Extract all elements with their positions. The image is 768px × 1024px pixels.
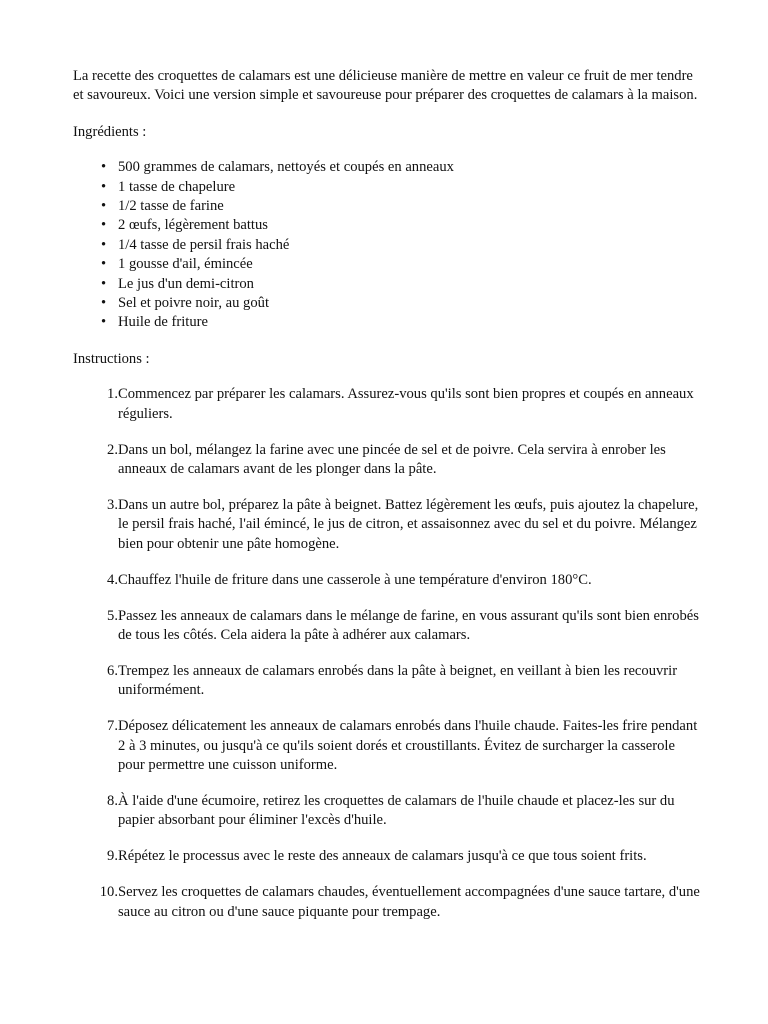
- step-number: 2.: [107, 441, 118, 458]
- intro-paragraph: La recette des croquettes de calamars est une délicieuse manière de mettre en valeur ce fruit de mer tendre et savoureux. Voici une version simple et savoureuse pour préparer des croquettes de calamars à la maison.: [73, 68, 698, 104]
- step-text: Servez les croquettes de calamars chaudes, éventuellement accompagnées d'une sauce tartare, d'une sauce au citron ou d'une sauce piquante pour trempage.: [118, 884, 700, 920]
- bullet-icon: •: [101, 314, 107, 331]
- step-item: [73, 571, 703, 590]
- ingredients-heading: Ingrédients :: [73, 123, 147, 140]
- step-item: [73, 607, 703, 646]
- step-number: 1.: [107, 386, 118, 403]
- bullet-icon: •: [101, 159, 107, 176]
- step-number: 7.: [107, 718, 118, 735]
- step-text: Dans un autre bol, préparez la pâte à beignet. Battez légèrement les œufs, puis ajoutez la chapelure, le persil frais haché, l'ail émincé, le jus de citron, et assaisonnez avec du sel et du poivre. Mélangez bien pour obtenir une pâte homogène.: [118, 496, 699, 552]
- ingredient-text: 500 grammes de calamars, nettoyés et coupés en anneaux: [118, 159, 454, 176]
- step-number: 5.: [107, 607, 118, 624]
- list-item: [73, 255, 703, 274]
- step-item: [73, 792, 703, 831]
- step-number: 10.: [99, 884, 118, 901]
- document-page: [73, 67, 703, 938]
- step-number: 3.: [107, 496, 118, 513]
- bullet-icon: •: [101, 236, 107, 253]
- ingredient-text: 2 œufs, légèrement battus: [118, 217, 268, 234]
- step-item: [73, 717, 703, 775]
- list-item: [73, 178, 703, 197]
- step-item: [73, 662, 703, 701]
- list-item: [73, 236, 703, 255]
- step-text: Commencez par préparer les calamars. Assurez-vous qu'ils sont bien propres et coupés en anneaux réguliers.: [118, 386, 694, 422]
- ingredient-text: 1 tasse de chapelure: [118, 178, 236, 195]
- instructions-heading: Instructions :: [73, 350, 150, 367]
- list-item: [73, 158, 703, 177]
- bullet-icon: •: [101, 178, 107, 195]
- step-text: À l'aide d'une écumoire, retirez les croquettes de calamars de l'huile chaude et placez-les sur du papier absorbant pour éliminer l'excès d'huile.: [118, 792, 675, 829]
- bullet-icon: •: [101, 217, 107, 234]
- instructions-list: [73, 385, 703, 922]
- step-item: [73, 883, 703, 922]
- bullet-icon: •: [101, 275, 107, 292]
- ingredients-list: [73, 158, 703, 333]
- step-item: [73, 385, 703, 424]
- bullet-icon: •: [101, 295, 107, 312]
- step-item: [73, 496, 703, 554]
- step-number: 8.: [107, 792, 118, 809]
- step-item: [73, 847, 703, 866]
- step-item: [73, 441, 703, 480]
- ingredient-text: Huile de friture: [118, 314, 208, 331]
- step-text: Dans un bol, mélangez la farine avec une pincée de sel et de poivre. Cela servira à enrober les anneaux de calamars avant de les plonger dans la pâte.: [118, 441, 666, 477]
- step-number: 4.: [107, 571, 118, 588]
- ingredient-text: 1/4 tasse de persil frais haché: [118, 236, 290, 253]
- list-item: [73, 313, 703, 332]
- ingredient-text: Sel et poivre noir, au goût: [118, 295, 269, 312]
- step-text: Trempez les anneaux de calamars enrobés dans la pâte à beignet, en veillant à bien les recouvrir uniformément.: [118, 662, 678, 699]
- step-number: 9.: [107, 848, 118, 865]
- step-text: Déposez délicatement les anneaux de calamars enrobés dans l'huile chaude. Faites-les frire pendant 2 à 3 minutes, ou jusqu'à ce qu'ils soient dorés et croustillants. Évitez de surcharger la casserole pour permettre une cuisson uniforme.: [118, 718, 698, 773]
- step-text: Passez les anneaux de calamars dans le mélange de farine, en vous assurant qu'ils sont bien enrobés de tous les côtés. Cela aidera la pâte à adhérer aux calamars.: [118, 607, 699, 643]
- list-item: [73, 275, 703, 294]
- ingredient-text: 1 gousse d'ail, émincée: [118, 256, 253, 273]
- list-item: [73, 294, 703, 313]
- list-item: [73, 197, 703, 216]
- step-number: 6.: [107, 662, 118, 679]
- step-text: Chauffez l'huile de friture dans une casserole à une température d'environ 180°C.: [118, 571, 592, 588]
- bullet-icon: •: [101, 256, 107, 273]
- list-item: [73, 216, 703, 235]
- bullet-icon: •: [101, 198, 107, 215]
- step-text: Répétez le processus avec le reste des anneaux de calamars jusqu'à ce que tous soient frits.: [118, 848, 647, 865]
- ingredient-text: 1/2 tasse de farine: [118, 198, 224, 215]
- ingredient-text: Le jus d'un demi-citron: [118, 275, 254, 292]
